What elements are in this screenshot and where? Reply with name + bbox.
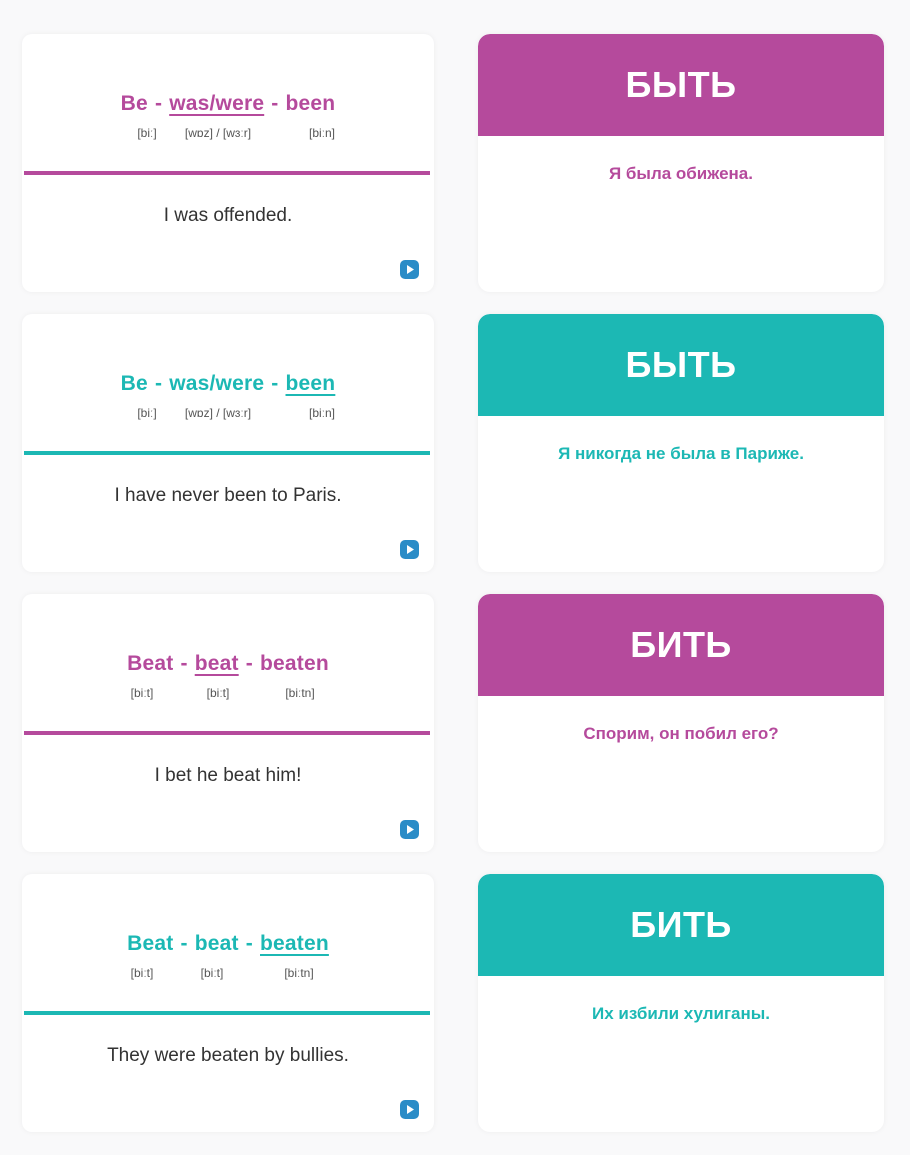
english-card [22, 314, 434, 572]
play-icon [400, 260, 419, 279]
russian-verb: БЫТЬ [625, 64, 737, 105]
card-row [0, 588, 910, 858]
transcriptions [22, 406, 434, 424]
verb-forms [22, 92, 434, 116]
transcription-participle: [biːtn] [285, 686, 315, 700]
verb-form-participle: been [285, 92, 336, 115]
verb-form-base: Be [120, 92, 148, 115]
transcription-participle: [biːtn] [284, 966, 314, 980]
russian-sentence: Спорим, он побил его? [583, 724, 779, 743]
play-icon [400, 540, 419, 559]
transcription-past: [wɒz] / [wɜːr] [184, 406, 252, 420]
russian-verb: БИТЬ [630, 624, 732, 665]
verb-form-participle: been [285, 372, 336, 395]
english-card [22, 874, 434, 1132]
form-separator: - [180, 932, 188, 955]
verb-form-base: Beat [127, 652, 174, 675]
form-separator: - [245, 652, 253, 675]
russian-card-header [478, 34, 884, 136]
transcription-participle: [biːn] [308, 406, 336, 420]
english-sentence: I have never been to Paris. [114, 485, 342, 506]
card-row [0, 868, 910, 1138]
english-sentence: I bet he beat him! [154, 765, 302, 786]
transcription-past: [wɒz] / [wɜːr] [184, 126, 252, 140]
verb-form-past: was/were [169, 92, 265, 115]
transcriptions [22, 686, 434, 704]
form-separator: - [154, 92, 163, 115]
english-card [22, 594, 434, 852]
russian-sentence: Я была обижена. [608, 164, 753, 183]
english-card [22, 34, 434, 292]
play-icon [400, 820, 419, 839]
verb-form-past: beat [194, 932, 239, 955]
transcription-base: [biːt] [130, 686, 154, 700]
verb-form-base: Be [120, 372, 148, 395]
transcription-participle: [biːn] [308, 126, 336, 140]
transcription-past: [biːt] [200, 966, 224, 980]
form-separator: - [245, 932, 253, 955]
verb-form-participle: beaten [260, 652, 329, 675]
divider-line [24, 171, 430, 175]
english-sentence: I was offended. [163, 205, 293, 226]
form-separator: - [271, 372, 279, 395]
transcription-base: [biː] [137, 126, 157, 140]
play-audio-button[interactable] [400, 1100, 419, 1119]
russian-verb: БЫТЬ [625, 344, 737, 385]
form-separator: - [271, 92, 279, 115]
transcription-base: [biː] [137, 406, 157, 420]
russian-card [478, 594, 884, 852]
verb-form-past: beat [194, 652, 239, 675]
transcription-past: [biːt] [206, 686, 230, 700]
verb-form-past: was/were [169, 372, 265, 395]
form-separator: - [180, 652, 188, 675]
play-icon [400, 1100, 419, 1119]
verb-forms [22, 652, 434, 676]
russian-card-header [478, 594, 884, 696]
russian-card [478, 34, 884, 292]
russian-card-header [478, 874, 884, 976]
verb-forms [22, 372, 434, 396]
verb-form-base: Beat [127, 932, 174, 955]
russian-verb: БИТЬ [630, 904, 732, 945]
russian-sentence: Я никогда не была в Париже. [558, 444, 804, 463]
verb-form-participle: beaten [260, 932, 329, 955]
divider-line [24, 731, 430, 735]
transcriptions [22, 966, 434, 984]
transcription-base: [biːt] [130, 966, 154, 980]
english-sentence: They were beaten by bullies. [107, 1045, 349, 1066]
russian-card [478, 874, 884, 1132]
russian-sentence: Их избили хулиганы. [592, 1004, 770, 1023]
divider-line [24, 451, 430, 455]
card-row [0, 28, 910, 298]
transcriptions [22, 126, 434, 144]
russian-card [478, 314, 884, 572]
russian-card-header [478, 314, 884, 416]
play-audio-button[interactable] [400, 260, 419, 279]
form-separator: - [154, 372, 163, 395]
play-audio-button[interactable] [400, 820, 419, 839]
divider-line [24, 1011, 430, 1015]
verb-forms [22, 932, 434, 956]
card-row [0, 308, 910, 578]
play-audio-button[interactable] [400, 540, 419, 559]
